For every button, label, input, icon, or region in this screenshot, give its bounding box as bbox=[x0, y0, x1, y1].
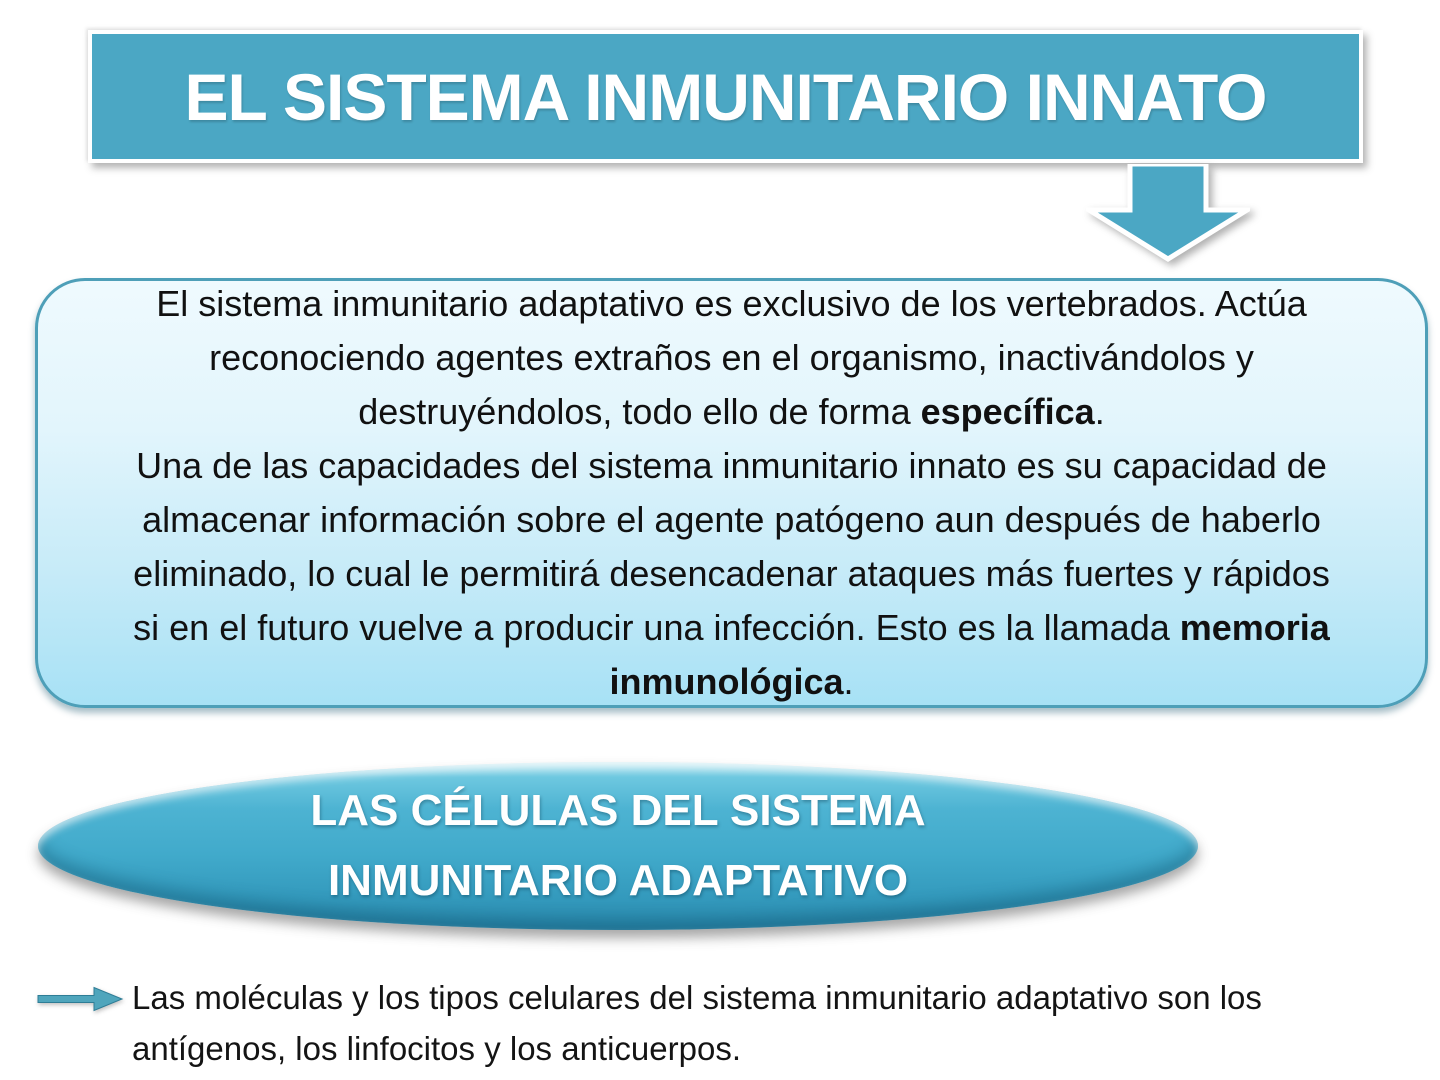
content-box bbox=[35, 278, 1428, 708]
content-box-text: El sistema inmunitario adaptativo es exclusivo de los vertebrados. Actúa reconociendo agentes extraños en el organismo, inactivándolos y destruyéndolos, todo ello de forma específica. Una de las capacidades del sistema inmunitario innato es su capacidad de almacenar información sobre el agente patógeno aun después de haberlo eliminado, lo cual le permitirá desencadenar ataques más fuertes y rápidos si en el futuro vuelve a producir una infección. Esto es la llamada memoria inmunológica. bbox=[133, 283, 1330, 702]
subtitle-text bbox=[310, 776, 925, 916]
down-arrow-icon bbox=[1086, 164, 1250, 262]
bullet-text: Las moléculas y los tipos celulares del sistema inmunitario adaptativo son los antígenos, los linfocitos y los anticuerpos. bbox=[132, 979, 1262, 1067]
bullet-item bbox=[36, 972, 1416, 1074]
subtitle-line-2: INMUNITARIO ADAPTATIVO bbox=[327, 856, 909, 905]
slide-title: EL SISTEMA INMUNITARIO INNATO bbox=[184, 59, 1267, 134]
subtitle-ellipse bbox=[38, 762, 1198, 930]
subtitle-line-1: LAS CÉLULAS DEL SISTEMA bbox=[310, 786, 926, 835]
right-arrow-icon bbox=[36, 984, 124, 1014]
title-banner bbox=[88, 30, 1363, 163]
